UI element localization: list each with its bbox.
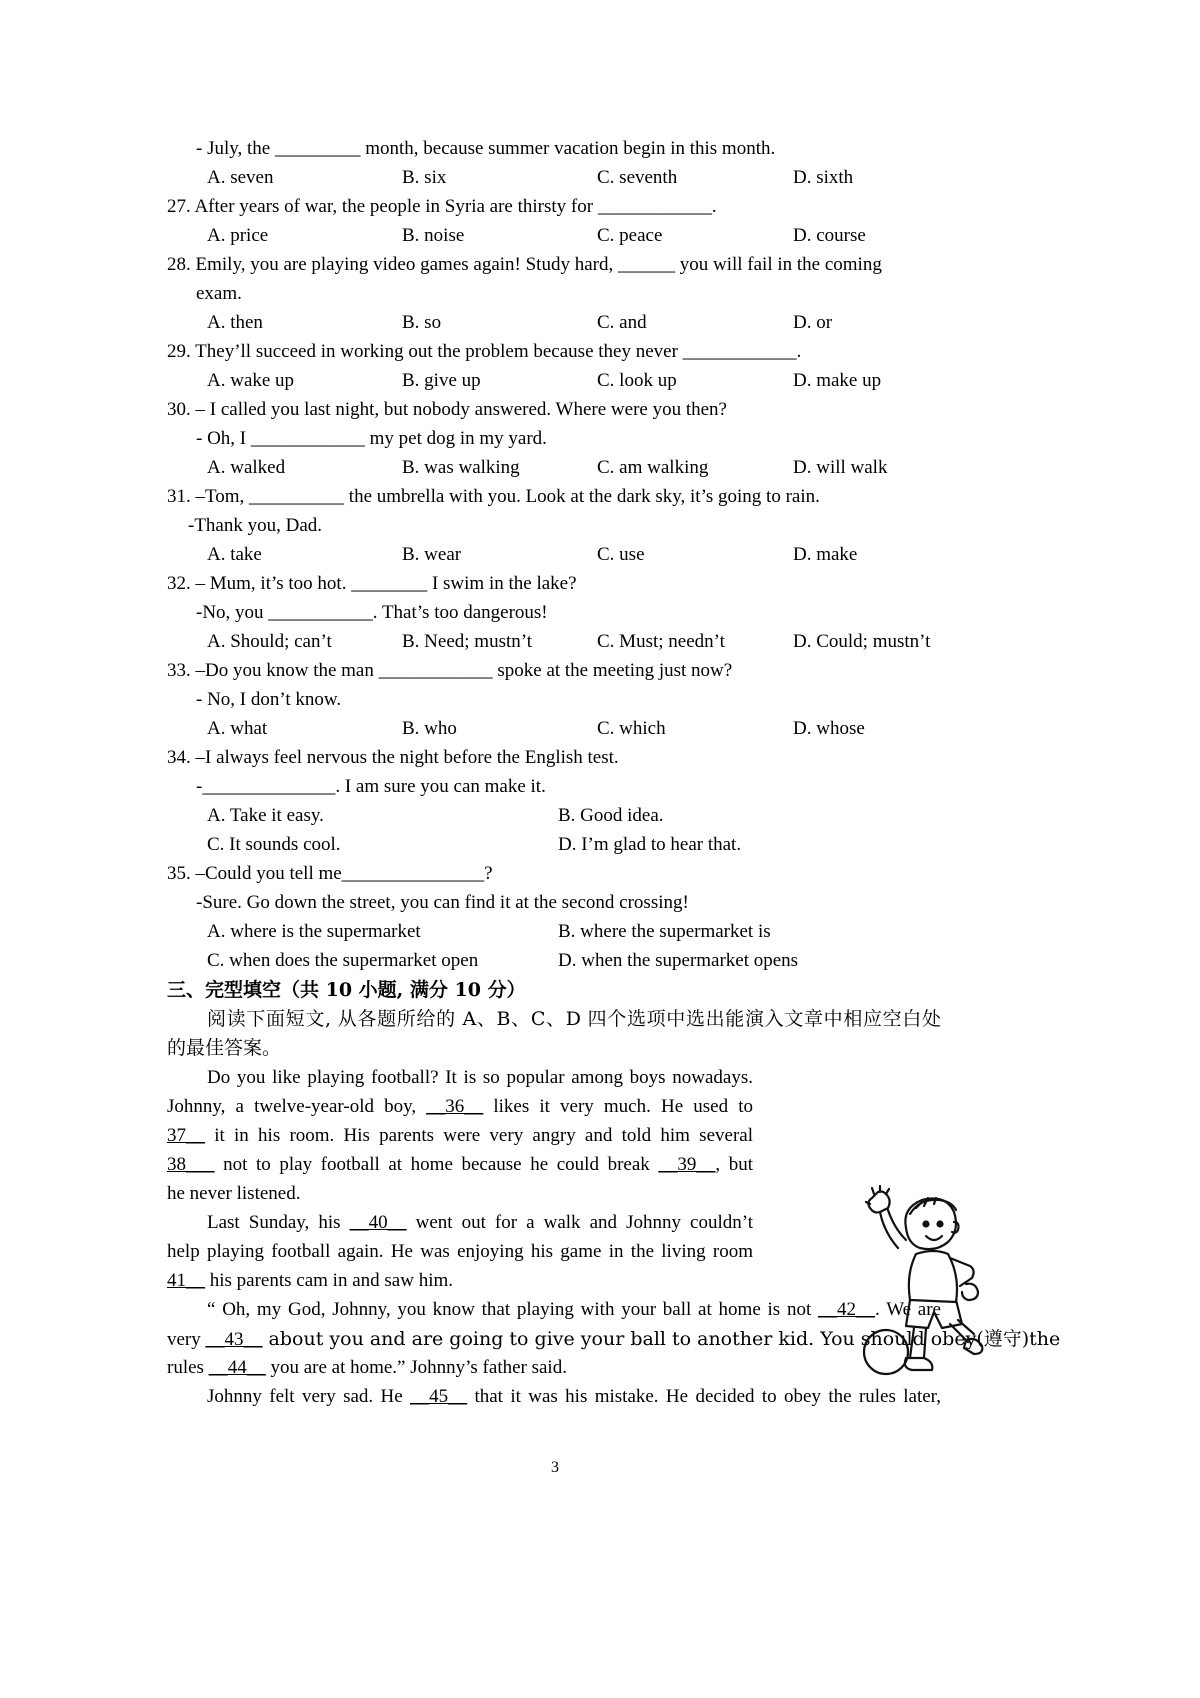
blank-39: __39__ bbox=[658, 1154, 716, 1175]
q33-option-b: B. who bbox=[402, 718, 457, 739]
q35-option-d: D. when the supermarket opens bbox=[558, 950, 799, 971]
q30-option-a: A. walked bbox=[207, 457, 286, 478]
q31-stem: 31. –Tom, __________ the umbrella with you. Look at the dark sky, it’s going to rain. bbox=[167, 486, 820, 507]
q30-option-d: D. will walk bbox=[793, 457, 888, 478]
blank-42: __42__ bbox=[818, 1299, 876, 1320]
q29-option-b: B. give up bbox=[402, 370, 481, 391]
q35-answer-line: -Sure. Go down the street, you can find it at the second crossing! bbox=[196, 892, 689, 913]
passage-text: likes it very much. He used to bbox=[483, 1096, 753, 1117]
passage-text: Johnny felt very sad. He bbox=[207, 1386, 411, 1407]
q32-option-b: B. Need; mustn’t bbox=[402, 631, 533, 652]
passage-line bbox=[167, 1095, 753, 1119]
blank-43: __43__ bbox=[205, 1329, 263, 1350]
blank-36: __36__ bbox=[426, 1096, 484, 1117]
passage-text: went out for a walk and Johnny couldn’t bbox=[406, 1212, 753, 1233]
q32-option-d: D. Could; mustn’t bbox=[793, 631, 931, 652]
q31-option-b: B. wear bbox=[402, 544, 462, 565]
q34-answer-line: -______________. I am sure you can make it. bbox=[196, 776, 546, 797]
passage-text: about you and are going to give your ball to another kid. You should obey(遵守)the bbox=[262, 1328, 1061, 1350]
q34-option-d: D. I’m glad to hear that. bbox=[558, 834, 742, 855]
passage-text: very bbox=[167, 1329, 206, 1350]
passage-text: . We are bbox=[875, 1299, 941, 1320]
q27-option-c: C. peace bbox=[597, 225, 663, 246]
q33-option-d: D. whose bbox=[793, 718, 865, 739]
blank-40: __40__ bbox=[349, 1212, 407, 1233]
q27-option-b: B. noise bbox=[402, 225, 465, 246]
passage-text: not to play football at home because he could break bbox=[214, 1154, 659, 1175]
q33-option-c: C. which bbox=[597, 718, 666, 739]
passage-text: Johnny, a twelve-year-old boy, bbox=[167, 1096, 427, 1117]
q29-option-d: D. make up bbox=[793, 370, 882, 391]
q35-option-a: A. where is the supermarket bbox=[207, 921, 421, 942]
passage-line bbox=[167, 1269, 453, 1293]
passage-line: he never listened. bbox=[167, 1183, 301, 1204]
q28-option-b: B. so bbox=[402, 312, 442, 333]
q26-option-d: D. sixth bbox=[793, 167, 854, 188]
q31-answer-line: -Thank you, Dad. bbox=[188, 515, 323, 536]
q30-answer-line: - Oh, I ____________ my pet dog in my yard. bbox=[196, 428, 547, 449]
q28-stem: 28. Emily, you are playing video games again! Study hard, ______ you will fail in the coming bbox=[167, 254, 882, 275]
passage-line bbox=[167, 1327, 1061, 1352]
q31-option-d: D. make bbox=[793, 544, 858, 565]
blank-38: 38___ bbox=[167, 1154, 215, 1175]
q35-stem: 35. –Could you tell me_______________? bbox=[167, 863, 493, 884]
q28-option-c: C. and bbox=[597, 312, 647, 333]
q30-stem: 30. – I called you last night, but nobody answered. Where were you then? bbox=[167, 399, 727, 420]
q32-option-a: A. Should; can’t bbox=[207, 631, 332, 652]
q31-option-a: A. take bbox=[207, 544, 262, 565]
section-instruction: 阅读下面短文, 从各题所给的 A、B、C、D 四个选项中选出能演入文章中相应空白处 bbox=[207, 1008, 941, 1030]
blank-41: 41__ bbox=[167, 1270, 205, 1291]
q33-option-a: A. what bbox=[207, 718, 268, 739]
q35-option-c: C. when does the supermarket open bbox=[207, 950, 479, 971]
q30-option-c: C. am walking bbox=[597, 457, 709, 478]
blank-44: __44__ bbox=[208, 1357, 266, 1378]
passage-line: help playing football again. He was enjoying his game in the living room bbox=[167, 1241, 753, 1262]
blank-37: 37__ bbox=[167, 1125, 205, 1146]
passage-text: that it was his mistake. He decided to obey the rules later, bbox=[467, 1386, 941, 1407]
passage-text: it in his room. His parents were very angry and told him several bbox=[205, 1125, 753, 1146]
passage-line bbox=[167, 1153, 753, 1177]
passage-text: Last Sunday, his bbox=[207, 1212, 350, 1233]
passage-text: his parents cam in and saw him. bbox=[205, 1270, 454, 1291]
q32-option-c: C. Must; needn’t bbox=[597, 631, 725, 652]
q26-option-b: B. six bbox=[402, 167, 447, 188]
q26-answer-line: - July, the _________ month, because summer vacation begin in this month. bbox=[196, 138, 776, 159]
passage-line bbox=[207, 1298, 941, 1322]
q28-option-a: A. then bbox=[207, 312, 263, 333]
page-number: 3 bbox=[551, 1459, 559, 1476]
q31-option-c: C. use bbox=[597, 544, 645, 565]
q34-option-a: A. Take it easy. bbox=[207, 805, 324, 826]
q27-option-a: A. price bbox=[207, 225, 269, 246]
q34-stem: 34. –I always feel nervous the night before the English test. bbox=[167, 747, 619, 768]
passage-line bbox=[207, 1385, 941, 1409]
passage-line bbox=[207, 1211, 753, 1235]
q32-stem: 32. – Mum, it’s too hot. ________ I swim in the lake? bbox=[167, 573, 577, 594]
q26-option-c: C. seventh bbox=[597, 167, 678, 188]
q27-stem: 27. After years of war, the people in Syria are thirsty for ____________. bbox=[167, 196, 717, 217]
passage-line: Do you like playing football? It is so popular among boys nowadays. bbox=[207, 1067, 753, 1088]
passage-text: , but bbox=[715, 1154, 753, 1175]
q34-option-c: C. It sounds cool. bbox=[207, 834, 341, 855]
boy-kicking-football-illustration bbox=[858, 1180, 1018, 1390]
q30-option-b: B. was walking bbox=[402, 457, 520, 478]
q33-stem: 33. –Do you know the man ____________ spoke at the meeting just now? bbox=[167, 660, 733, 681]
q33-answer-line: - No, I don’t know. bbox=[196, 689, 342, 710]
q29-option-a: A. wake up bbox=[207, 370, 295, 391]
passage-text: you are at home.” Johnny’s father said. bbox=[265, 1357, 567, 1378]
q27-option-d: D. course bbox=[793, 225, 866, 246]
q29-stem: 29. They’ll succeed in working out the problem because they never ____________. bbox=[167, 341, 802, 362]
passage-line bbox=[167, 1124, 753, 1148]
passage-text: rules bbox=[167, 1357, 209, 1378]
section-instruction-continued: 的最佳答案。 bbox=[167, 1037, 282, 1059]
q34-option-b: B. Good idea. bbox=[558, 805, 664, 826]
q32-answer-line: -No, you ___________. That’s too dangerous! bbox=[196, 602, 548, 623]
q35-option-b: B. where the supermarket is bbox=[558, 921, 771, 942]
q28-option-d: D. or bbox=[793, 312, 833, 333]
q29-option-c: C. look up bbox=[597, 370, 677, 391]
passage-line bbox=[167, 1356, 567, 1380]
q28-stem-continued: exam. bbox=[196, 283, 242, 304]
q26-option-a: A. seven bbox=[207, 167, 274, 188]
blank-45: __45__ bbox=[410, 1386, 468, 1407]
section-heading: 三、完型填空（共 10 小题, 满分 10 分） bbox=[167, 979, 526, 1001]
passage-text: “ Oh, my God, Johnny, you know that playing with your ball at home is not bbox=[207, 1299, 819, 1320]
